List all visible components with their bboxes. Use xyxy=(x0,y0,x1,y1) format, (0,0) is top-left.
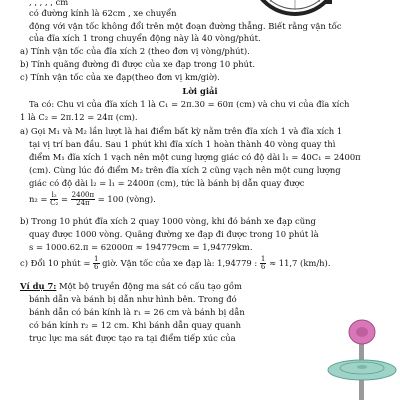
friction-drive-figure xyxy=(324,318,400,400)
example-7-line xyxy=(20,281,242,291)
formula-lhs: n₂ = xyxy=(29,194,48,204)
formula-result: = 100 (vòng). xyxy=(97,194,156,204)
text-line: 1 là C₂ = 2π.12 = 24π (cm). xyxy=(20,112,138,122)
answer-a: a) Gọi M₁ và M₂ lần lượt là hai điểm bất kỳ nằm trên đĩa xích 1 và đĩa xích 1 xyxy=(20,126,343,136)
equals-sign: = xyxy=(60,194,68,204)
answer-b: b) Trong 10 phút đĩa xích 2 quay 1000 vòng, khi đó bánh xe đạp cũng xyxy=(20,216,316,226)
example-text: Một bộ truyền động ma sát có cấu tạo gồm xyxy=(56,281,242,291)
text-line: có đường kính là 62cm , xe chuyển xyxy=(29,8,177,18)
answer-c-result: ≈ 11,7 (km/h). xyxy=(269,258,331,268)
question-c: c) Tính vận tốc của xe đạp(theo đơn vị km/giờ). xyxy=(20,72,220,82)
text-line: tại vị trí ban đầu. Sau 1 phút khi đĩa xích 1 hoàn thành 40 vòng quay thì xyxy=(29,139,336,149)
fraction-one-sixth xyxy=(260,256,266,271)
text-line: (cm). Cùng lúc đó điểm M₂ trên đĩa xích 2 cũng vạch nên một cung lượng xyxy=(29,165,341,175)
denominator: C₂ xyxy=(50,199,59,207)
text-line: bánh dẫn có bán kính là r₁ = 26 cm và bánh bị dẫn xyxy=(29,307,245,317)
fraction-2400pi-24pi xyxy=(71,192,95,207)
text-line: s = 1000.62.π = 62000π ≈ 194779cm = 1,94779km. xyxy=(29,242,253,252)
denominator: 24π xyxy=(76,199,90,207)
fraction-one-sixth xyxy=(93,256,99,271)
text-line: điểm M₁ đĩa xích 1 vạch nên một cung lượng giác có độ dài l₁ = 40C₁ = 2400π xyxy=(29,152,361,162)
answer-c-text: giờ. Vận tốc của xe đạp là: 1,94779 : xyxy=(102,258,258,268)
answer-c-text: c) Đổi 10 phút = xyxy=(20,258,91,268)
numerator: 2400π xyxy=(71,191,95,199)
formula-n2 xyxy=(29,189,156,209)
denominator: 6 xyxy=(94,263,99,271)
text-line: của đĩa xích 1 trong chuyển động này là 40 vòng/phút. xyxy=(29,33,261,43)
fraction-l2-c2 xyxy=(50,192,58,207)
question-a: a) Tính vận tốc của đĩa xích 2 (theo đơn vị vòng/phút). xyxy=(20,46,250,56)
denominator: 6 xyxy=(260,263,266,271)
text-line: Ta có: Chu vi của đĩa xích 1 là C₁ = 2π.30 = 60π (cm) và chu vi của đĩa xích xyxy=(29,99,350,109)
text-line: bánh dẫn và bánh bị dẫn như hình bên. Trong đó xyxy=(29,294,237,304)
question-b: b) Tính quãng đường đi được của xe đạp trong 10 phút. xyxy=(20,59,256,69)
example-label: Ví dụ 7: xyxy=(20,281,57,291)
text-line: quay được 1000 vòng. Quãng đường xe đạp đi được trong 10 phút là xyxy=(29,229,319,239)
bicycle-wheel-figure xyxy=(240,0,350,22)
text-line: có bán kính r₂ = 12 cm. Khi bánh dẫn quay quanh xyxy=(29,320,242,330)
answer-c xyxy=(20,253,330,273)
text-line: trục lực ma sát được tạo ra tại điểm tiếp xúc của xyxy=(29,333,236,343)
text-line: giác có độ dài l₂ = l₁ = 2400π (cm), tức là bánh bị dẫn quay được xyxy=(29,178,305,188)
numerator: l₂ xyxy=(51,191,57,199)
solution-heading: Lời giải xyxy=(182,86,218,96)
text-line: động với vận tốc không đổi trên một đoạn đường thẳng. Biết rằng vận tốc xyxy=(29,21,342,31)
numerator: 1 xyxy=(94,255,99,263)
text-line-partial: , , , , , cm xyxy=(29,0,69,7)
numerator: 1 xyxy=(260,255,266,263)
